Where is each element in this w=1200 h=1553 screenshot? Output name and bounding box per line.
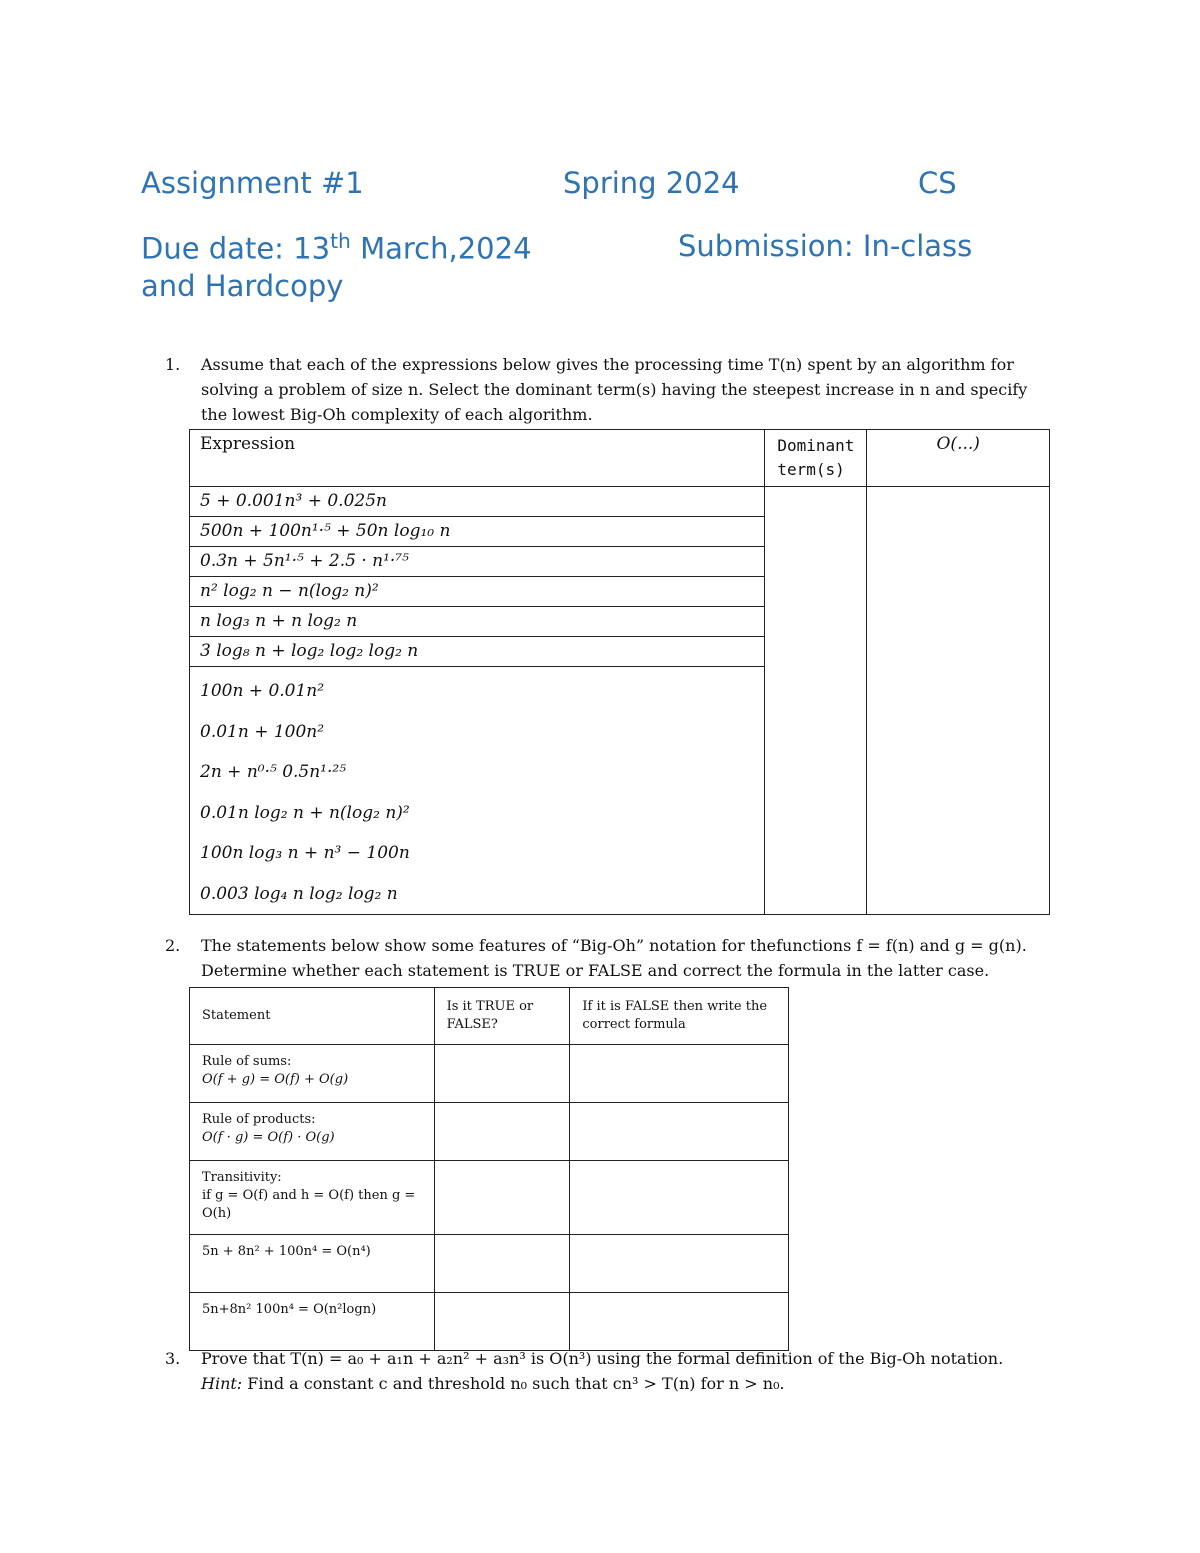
table-row xyxy=(190,487,1050,517)
header-expression: Expression xyxy=(190,430,765,487)
big-oh-statements-table xyxy=(189,987,789,1351)
question-number: 1. xyxy=(165,355,181,374)
question-text xyxy=(201,933,1081,983)
due-label: Due date: 13 xyxy=(141,231,331,266)
dominant-term-cell[interactable] xyxy=(765,487,867,915)
header-correct-formula: If it is FALSE then write the correct formula xyxy=(570,988,789,1045)
statement-formula: if g = O(f) and h = O(f) then g = O(h) xyxy=(202,1188,416,1221)
table-header-row xyxy=(190,430,1050,487)
due-date xyxy=(141,229,532,266)
expression-cell: 0.3n + 5n¹·⁵ + 2.5 · n¹·⁷⁵ xyxy=(190,547,765,577)
correct-formula-cell[interactable] xyxy=(570,1293,789,1351)
statement-formula: O(f · g) = O(f) · O(g) xyxy=(202,1130,335,1145)
statement-cell xyxy=(190,1161,435,1235)
statement-cell xyxy=(190,1045,435,1103)
true-false-cell[interactable] xyxy=(434,1235,570,1293)
header-true-false: Is it TRUE or FALSE? xyxy=(434,988,570,1045)
expression-line: 100n + 0.01n² xyxy=(200,681,325,701)
statement-cell xyxy=(190,1103,435,1161)
term-label: Spring 2024 xyxy=(563,166,740,200)
question-text-line: The statements below show some features of “Big-Oh” notation for thefunctions f = f(n) and g = g(n). xyxy=(201,936,1027,955)
statement-cell xyxy=(190,1235,435,1293)
due-rest: March,2024 xyxy=(350,231,532,266)
question-number: 3. xyxy=(165,1349,181,1368)
course-label: CS xyxy=(918,166,957,200)
true-false-cell[interactable] xyxy=(434,1293,570,1351)
hint-text: Find a constant c and threshold n₀ such that cn³ > T(n) for n > n₀. xyxy=(242,1374,785,1393)
expression-line: 100n log₃ n + n³ − 100n xyxy=(200,843,410,863)
submission-label: Submission: In-class xyxy=(678,229,973,263)
expression-cell: n log₃ n + n log₂ n xyxy=(190,607,765,637)
table-header-row xyxy=(190,988,789,1045)
statement-formula: O(f + g) = O(f) + O(g) xyxy=(202,1072,349,1087)
true-false-cell[interactable] xyxy=(434,1103,570,1161)
true-false-cell[interactable] xyxy=(434,1161,570,1235)
question-text: Assume that each of the expressions below gives the processing time T(n) spent by an algorithm for solving a problem of size n. Select the dominant term(s) having the steepest increase in n and specify the lowest Big-Oh complexity of each algorithm. xyxy=(201,355,1028,424)
correct-formula-cell[interactable] xyxy=(570,1045,789,1103)
assignment-title: Assignment #1 xyxy=(141,166,364,200)
correct-formula-cell[interactable] xyxy=(570,1103,789,1161)
true-false-cell[interactable] xyxy=(434,1045,570,1103)
hint-label: Hint: xyxy=(201,1374,243,1393)
header-big-o: O(...) xyxy=(867,430,1050,487)
due-sup: th xyxy=(330,229,351,253)
table-row xyxy=(190,1045,789,1103)
expression-line: 2n + n⁰·⁵ 0.5n¹·²⁵ xyxy=(200,762,347,782)
statement-formula: 5n + 8n² + 100n⁴ = O(n⁴) xyxy=(202,1244,371,1259)
submission-cont: and Hardcopy xyxy=(141,269,344,303)
statement-formula: 5n+8n² 100n⁴ = O(n²logn) xyxy=(202,1302,377,1317)
table-row xyxy=(190,1235,789,1293)
table-row xyxy=(190,1103,789,1161)
expression-line: 0.003 log₄ n log₂ log₂ n xyxy=(200,883,398,904)
expression-line: 0.01n log₂ n + n(log₂ n)² xyxy=(200,802,410,823)
correct-formula-cell[interactable] xyxy=(570,1161,789,1235)
question-text xyxy=(201,1346,1081,1396)
expression-line: 0.01n + 100n² xyxy=(200,721,325,742)
question-text-line: Determine whether each statement is TRUE or FALSE and correct the formula in the latter case. xyxy=(201,961,990,980)
table-row xyxy=(190,1293,789,1351)
hint-line xyxy=(201,1371,1081,1396)
statement-title: Rule of sums: xyxy=(202,1054,292,1069)
expression-cell: 3 log₈ n + log₂ log₂ log₂ n xyxy=(190,637,765,667)
expression-cell: 500n + 100n¹·⁵ + 50n log₁₀ n xyxy=(190,517,765,547)
complexity-table xyxy=(189,429,1050,915)
statement-cell xyxy=(190,1293,435,1351)
expression-cell: 5 + 0.001n³ + 0.025n xyxy=(190,487,765,517)
expression-cell: n² log₂ n − n(log₂ n)² xyxy=(190,577,765,607)
question-number: 2. xyxy=(165,936,181,955)
header-dominant: Dominant term(s) xyxy=(765,430,867,487)
table-row xyxy=(190,1161,789,1235)
expression-group-cell xyxy=(190,667,765,915)
correct-formula-cell[interactable] xyxy=(570,1235,789,1293)
statement-title: Transitivity: xyxy=(202,1170,282,1185)
big-o-cell[interactable] xyxy=(867,487,1050,915)
header-statement: Statement xyxy=(190,988,435,1045)
question-text-line: Prove that T(n) = a₀ + a₁n + a₂n² + a₃n³ is O(n³) using the formal definition of the Big-Oh notation. xyxy=(201,1349,1004,1368)
statement-title: Rule of products: xyxy=(202,1112,316,1127)
